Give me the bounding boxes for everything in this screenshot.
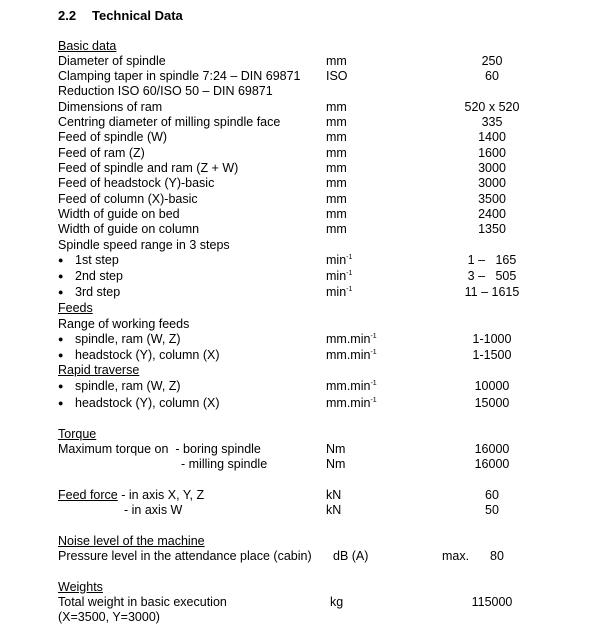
list-item xyxy=(0,269,593,284)
speed-step-label: 3rd step xyxy=(75,285,121,299)
weights-label: Total weight in basic execution xyxy=(58,595,227,609)
row-label: Dimensions of ram xyxy=(58,100,163,114)
row-unit: mm xyxy=(326,100,347,114)
table-row xyxy=(0,503,593,518)
table-row xyxy=(0,176,593,191)
torque-unit: Nm xyxy=(326,457,346,471)
row-value: 335 xyxy=(481,115,503,129)
speed-step-label: 2nd step xyxy=(75,269,123,283)
table-row xyxy=(0,161,593,176)
working-feeds-heading: Range of working feeds xyxy=(58,317,190,331)
rapid-value: 10000 xyxy=(474,379,510,393)
list-item xyxy=(0,285,593,300)
bullet-icon: ● xyxy=(58,334,64,344)
list-item xyxy=(0,348,593,363)
speed-unit: $\min^{-1}$ xyxy=(326,253,353,267)
row-value: 250 xyxy=(481,54,503,68)
feed-force-heading: Feed force xyxy=(58,488,118,502)
torque-label: - milling spindle xyxy=(181,457,268,471)
row-value: 1600 xyxy=(478,146,506,160)
row-value: 3000 xyxy=(478,161,506,175)
feed-force-value: 60 xyxy=(485,488,499,502)
weights-heading-row xyxy=(0,580,593,595)
feed-unit: $mm.\min^{-1}$ xyxy=(326,348,377,362)
weights-label-2: (X=3500, Y=3000) xyxy=(58,610,160,624)
feeds-heading-row xyxy=(0,301,593,316)
row-label: Reduction ISO 60/ISO 50 – DIN 69871 xyxy=(58,84,273,98)
torque-unit: Nm xyxy=(326,442,346,456)
speed-step-value: 11 – 1615 xyxy=(464,285,520,299)
basic-data-heading-row xyxy=(0,39,593,54)
table-row xyxy=(0,549,593,564)
list-item xyxy=(0,379,593,394)
rapid-value: 15000 xyxy=(474,396,510,410)
section-title-text: Technical Data xyxy=(92,8,183,23)
speed-range-heading-row xyxy=(0,238,593,253)
table-row xyxy=(0,442,593,457)
table-row xyxy=(0,192,593,207)
feed-value: 1-1000 xyxy=(472,332,512,346)
row-label: Diameter of spindle xyxy=(58,54,166,68)
torque-heading-row xyxy=(0,427,593,442)
row-unit: ISO xyxy=(326,69,348,83)
speed-step-value: 3 – 505 xyxy=(467,269,517,283)
rapid-unit: $mm.\min^{-1}$ xyxy=(326,396,377,410)
basic-data-heading: Basic data xyxy=(58,39,117,53)
row-value: 1400 xyxy=(478,130,506,144)
row-label: Feed of spindle (W) xyxy=(58,130,168,144)
feed-value: 1-1500 xyxy=(472,348,512,362)
speed-unit: $\min^{-1}$ xyxy=(326,285,353,299)
weights-heading: Weights xyxy=(58,580,103,594)
noise-prefix: max. xyxy=(442,549,470,563)
rapid-label: spindle, ram (W, Z) xyxy=(75,379,181,393)
noise-label: Pressure level in the attendance place (cabin) xyxy=(58,549,312,563)
row-label: Feed of spindle and ram (Z + W) xyxy=(58,161,239,175)
bullet-icon: ● xyxy=(58,398,64,408)
list-item xyxy=(0,332,593,347)
bullet-icon: ● xyxy=(58,350,64,360)
feed-force-value: 50 xyxy=(485,503,499,517)
bullet-icon: ● xyxy=(58,255,64,265)
feed-force-unit: kN xyxy=(326,503,342,517)
row-label: Feed of headstock (Y)-basic xyxy=(58,176,215,190)
list-item xyxy=(0,253,593,268)
bullet-icon: ● xyxy=(58,381,64,391)
row-label: Centring diameter of milling spindle face xyxy=(58,115,281,129)
section-number: 2.2 xyxy=(58,8,77,23)
row-value: 3500 xyxy=(478,192,506,206)
feed-label: spindle, ram (W, Z) xyxy=(75,332,181,346)
row-value: 60 xyxy=(485,69,499,83)
table-row xyxy=(0,115,593,130)
row-value: 1350 xyxy=(478,222,506,236)
noise-heading: Noise level of the machine xyxy=(58,534,205,548)
table-row xyxy=(0,457,593,472)
row-unit: mm xyxy=(326,130,347,144)
table-row xyxy=(0,69,593,84)
row-value: 2400 xyxy=(478,207,506,221)
speed-step-label: 1st step xyxy=(75,253,119,267)
bullet-icon: ● xyxy=(58,271,64,281)
table-row xyxy=(0,488,593,503)
rapid-unit: $mm.\min^{-1}$ xyxy=(326,379,377,393)
row-unit: mm xyxy=(326,161,347,175)
weights-value: 115000 xyxy=(471,595,513,609)
row-label: Clamping taper in spindle 7:24 – DIN 69871 xyxy=(58,69,301,83)
weights-unit: kg xyxy=(330,595,344,609)
row-label: Feed of column (X)-basic xyxy=(58,192,198,206)
row-unit: mm xyxy=(326,192,347,206)
table-row xyxy=(0,222,593,237)
table-row xyxy=(0,130,593,145)
row-unit: mm xyxy=(326,54,347,68)
row-label: Width of guide on column xyxy=(58,222,200,236)
bullet-icon: ● xyxy=(58,287,64,297)
table-row xyxy=(0,610,593,625)
row-label: Width of guide on bed xyxy=(58,207,180,221)
speed-range-heading: Spindle speed range in 3 steps xyxy=(58,238,230,252)
noise-heading-row xyxy=(0,534,593,549)
rapid-traverse-heading-row xyxy=(0,363,593,378)
table-row xyxy=(0,100,593,115)
rapid-traverse-heading: Rapid traverse xyxy=(58,363,140,377)
row-value: 520 x 520 xyxy=(464,100,520,114)
torque-value: 16000 xyxy=(474,442,510,456)
working-feeds-heading-row xyxy=(0,317,593,332)
row-unit: mm xyxy=(326,146,347,160)
section-title xyxy=(58,8,183,23)
noise-value: 80 xyxy=(490,549,504,563)
table-row xyxy=(0,84,593,99)
torque-value: 16000 xyxy=(474,457,510,471)
row-unit: mm xyxy=(326,207,347,221)
table-row xyxy=(0,146,593,161)
torque-heading: Torque xyxy=(58,427,97,441)
feed-label: headstock (Y), column (X) xyxy=(75,348,220,362)
feed-force-unit: kN xyxy=(326,488,342,502)
feeds-heading: Feeds xyxy=(58,301,93,315)
table-row xyxy=(0,54,593,69)
feed-unit: $mm.\min^{-1}$ xyxy=(326,332,377,346)
rapid-label: headstock (Y), column (X) xyxy=(75,396,220,410)
row-label: Feed of ram (Z) xyxy=(58,146,145,160)
feed-force-label: - in axis W xyxy=(124,503,183,517)
table-row xyxy=(0,595,593,610)
torque-label: Maximum torque on - boring spindle xyxy=(58,442,261,456)
speed-unit: $\min^{-1}$ xyxy=(326,269,353,283)
row-unit: mm xyxy=(326,222,347,236)
row-unit: mm xyxy=(326,176,347,190)
list-item xyxy=(0,396,593,411)
feed-force-label: Feed force - in axis X, Y, Z xyxy=(58,488,205,502)
speed-step-value: 1 – 165 xyxy=(467,253,517,267)
row-value: 3000 xyxy=(478,176,506,190)
table-row xyxy=(0,207,593,222)
row-unit: mm xyxy=(326,115,347,129)
noise-unit: dB (A) xyxy=(333,549,369,563)
